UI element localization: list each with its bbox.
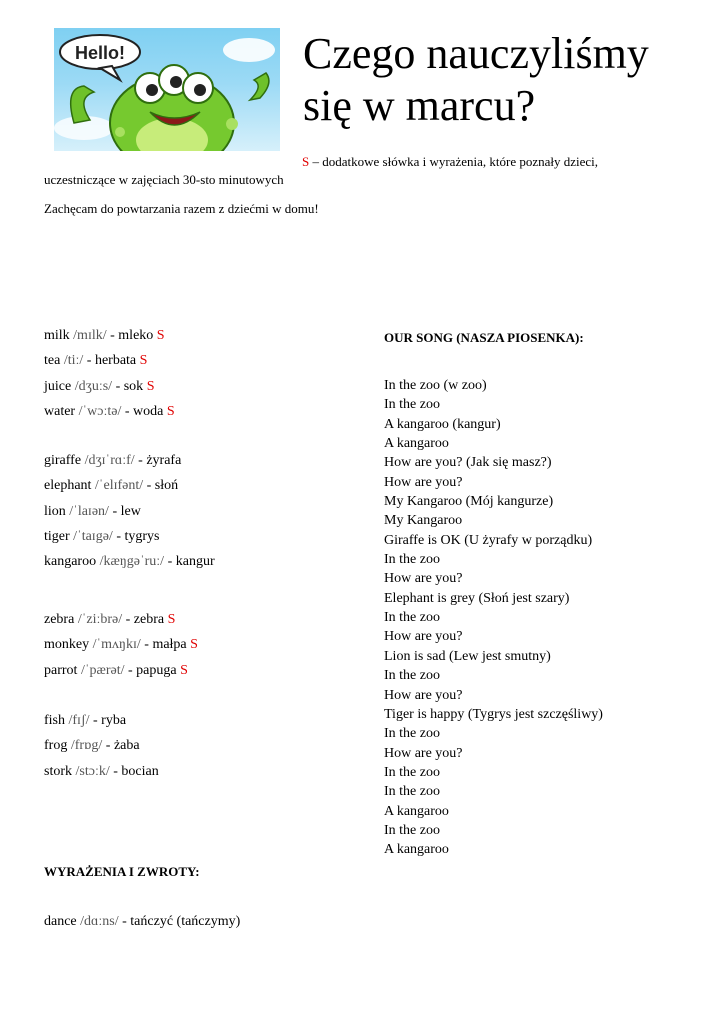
legend-line-1	[302, 154, 598, 170]
song-heading: OUR SONG (NASZA PIOSENKA):	[384, 330, 584, 345]
song-line: In the zoo	[384, 764, 440, 780]
vocab-translation: bocian	[121, 763, 159, 779]
song-line: A kangaroo	[384, 842, 449, 858]
vocab-translation: lew	[120, 503, 141, 519]
vocab-ipa: /tiː/	[63, 353, 84, 369]
song-line: How are you?	[384, 474, 463, 490]
vocab-translation: ryba	[101, 713, 127, 728]
legend-text: – dodatkowe słówka i wyrażenia, które poznały dzieci,	[309, 154, 599, 169]
vocab-ipa: /stɔːk/	[75, 763, 110, 779]
speech-bubble	[60, 35, 140, 80]
vocab-entry: kangaroo /kæŋgəˈruː/ - kangur	[44, 554, 215, 570]
vocab-translation: żaba	[113, 738, 140, 754]
vocab-ipa: /dʒuːs/	[74, 378, 113, 394]
vocab-entry: monkey /ˈmʌŋkɪ/ - małpa S	[44, 637, 198, 653]
vocab-word: dance	[44, 914, 77, 929]
vocab-entry: giraffe /dʒɪˈrɑːf/ - żyrafa	[44, 453, 182, 468]
song-line: In the zoo	[384, 784, 440, 800]
song-line: In the zoo	[384, 822, 440, 838]
encourage-text: Zachęcam do powtarzania razem z dziećmi w domu!	[44, 201, 319, 216]
vocab-ipa: /ˈelɪfənt/	[94, 478, 144, 494]
vocab-ipa: /ˈwɔːtə/	[78, 403, 122, 419]
vocab-translation: małpa	[152, 637, 187, 653]
song-line: In the zoo	[384, 397, 440, 413]
vocab-entry: lion /ˈlaɪən/ - lew	[44, 503, 141, 519]
song-line: Giraffe is OK (U żyrafy w porządku)	[384, 532, 593, 548]
vocab-ipa: /kæŋgəˈruː/	[99, 554, 165, 570]
song-line: My Kangaroo	[384, 513, 463, 529]
song-line: Elephant is grey (Słoń jest szary)	[384, 590, 570, 606]
song-line: Tiger is happy (Tygrys jest szczęśliwy)	[384, 706, 603, 722]
phrases-heading: WYRAŻENIA I ZWROTY:	[44, 864, 200, 879]
vocab-entry: frog /frɒg/ - żaba	[44, 738, 140, 754]
vocab-word: frog	[44, 738, 68, 754]
vocab-word: tiger	[44, 528, 70, 544]
song-line: In the zoo (w zoo)	[384, 378, 487, 393]
monster	[71, 65, 269, 151]
vocab-word: tea	[44, 353, 61, 369]
vocab-entry: dance /dɑːns/ - tańczyć (tańczymy)	[44, 914, 241, 929]
song-line: How are you?	[384, 745, 463, 761]
song-line: How are you? (Jak się masz?)	[384, 455, 552, 471]
s-marker: S	[166, 403, 175, 419]
vocab-word: kangaroo	[44, 554, 97, 570]
vocab-entry: zebra /ˈziːbrə/ - zebra S	[44, 612, 176, 627]
vocab-ipa: /dɑːns/	[80, 914, 119, 929]
vocab-entry: milk /mɪlk/ - mleko S	[44, 328, 165, 343]
song-line: My Kangaroo (Mój kangurze)	[384, 494, 554, 510]
vocab-entry: tea /tiː/ - herbata S	[44, 353, 148, 369]
vocab-word: milk	[44, 328, 70, 343]
vocab-entry: elephant /ˈelɪfənt/ - słoń	[44, 478, 179, 494]
vocab-word: giraffe	[44, 453, 82, 468]
s-marker: S	[180, 662, 188, 678]
song-line: A kangaroo (kangur)	[384, 416, 501, 432]
vocab-translation: papuga	[136, 662, 177, 678]
vocab-word: fish	[44, 713, 65, 728]
vocab-entry: water /ˈwɔːtə/ - woda S	[44, 403, 175, 419]
vocab-ipa: /ˈlaɪən/	[69, 503, 109, 519]
page-title	[303, 28, 713, 132]
vocab-translation: zebra	[133, 612, 165, 627]
vocab-ipa: /ˈtaɪgə/	[73, 528, 113, 544]
vocab-ipa: /ˈpærət/	[80, 662, 125, 678]
song-line: Lion is sad (Lew jest smutny)	[384, 648, 551, 664]
vocab-word: elephant	[44, 478, 92, 494]
vocab-word: juice	[44, 378, 72, 394]
vocab-translation: tańczyć (tańczymy)	[130, 914, 241, 929]
vocab-entry: fish /fɪʃ/ - ryba	[44, 713, 127, 728]
monster-illustration	[54, 28, 280, 151]
vocab-entry: parrot /ˈpærət/ - papuga S	[44, 662, 188, 678]
title-line-2: się w marcu?	[303, 81, 536, 130]
s-marker: S	[167, 612, 176, 627]
legend-line-2: uczestniczące w zajęciach 30-sto minutowych	[44, 172, 284, 187]
vocab-entry: tiger /ˈtaɪgə/ - tygrys	[44, 528, 160, 544]
vocab-ipa: /fɪʃ/	[68, 713, 90, 728]
vocab-word: stork	[44, 763, 72, 779]
vocab-ipa: /mɪlk/	[73, 328, 107, 343]
vocab-word: lion	[44, 503, 66, 519]
vocab-translation: tygrys	[124, 528, 160, 544]
vocab-ipa: /frɒg/	[70, 738, 103, 754]
vocab-translation: woda	[133, 403, 164, 419]
song-line: How are you?	[384, 687, 463, 703]
song-line: In the zoo	[384, 552, 440, 568]
vocab-ipa: /dʒɪˈrɑːf/	[84, 453, 135, 468]
s-marker: S	[156, 328, 165, 343]
s-marker: S	[146, 378, 155, 394]
vocab-translation: mleko	[118, 328, 154, 343]
vocab-translation: sok	[123, 378, 144, 394]
vocab-entry: juice /dʒuːs/ - sok S	[44, 378, 155, 394]
vocab-ipa: /ˈziːbrə/	[77, 612, 123, 627]
vocab-entry: stork /stɔːk/ - bocian	[44, 763, 159, 779]
song-line: A kangaroo	[384, 436, 449, 452]
vocab-translation: słoń	[154, 478, 179, 494]
s-marker: S	[190, 637, 198, 653]
s-marker: S	[302, 154, 310, 169]
song-line: How are you?	[384, 571, 463, 587]
vocab-translation: kangur	[175, 554, 215, 570]
vocab-word: zebra	[44, 612, 75, 627]
vocab-translation: herbata	[94, 353, 137, 369]
vocab-word: parrot	[44, 662, 78, 678]
song-line: A kangaroo	[384, 803, 449, 819]
song-line: In the zoo	[384, 610, 440, 626]
title-line-1: Czego nauczyliśmy	[303, 29, 649, 78]
header-illustration	[54, 28, 280, 151]
vocab-translation: żyrafa	[146, 453, 182, 468]
song-lyrics	[384, 376, 603, 860]
song-line: How are you?	[384, 629, 463, 645]
s-marker: S	[139, 353, 148, 369]
vocab-word: monkey	[44, 637, 90, 653]
vocab-word: water	[44, 403, 76, 419]
song-line: In the zoo	[384, 668, 440, 684]
bubble-text: Hello!	[74, 43, 126, 63]
vocab-ipa: /ˈmʌŋkɪ/	[92, 637, 141, 653]
song-line: In the zoo	[384, 726, 440, 742]
